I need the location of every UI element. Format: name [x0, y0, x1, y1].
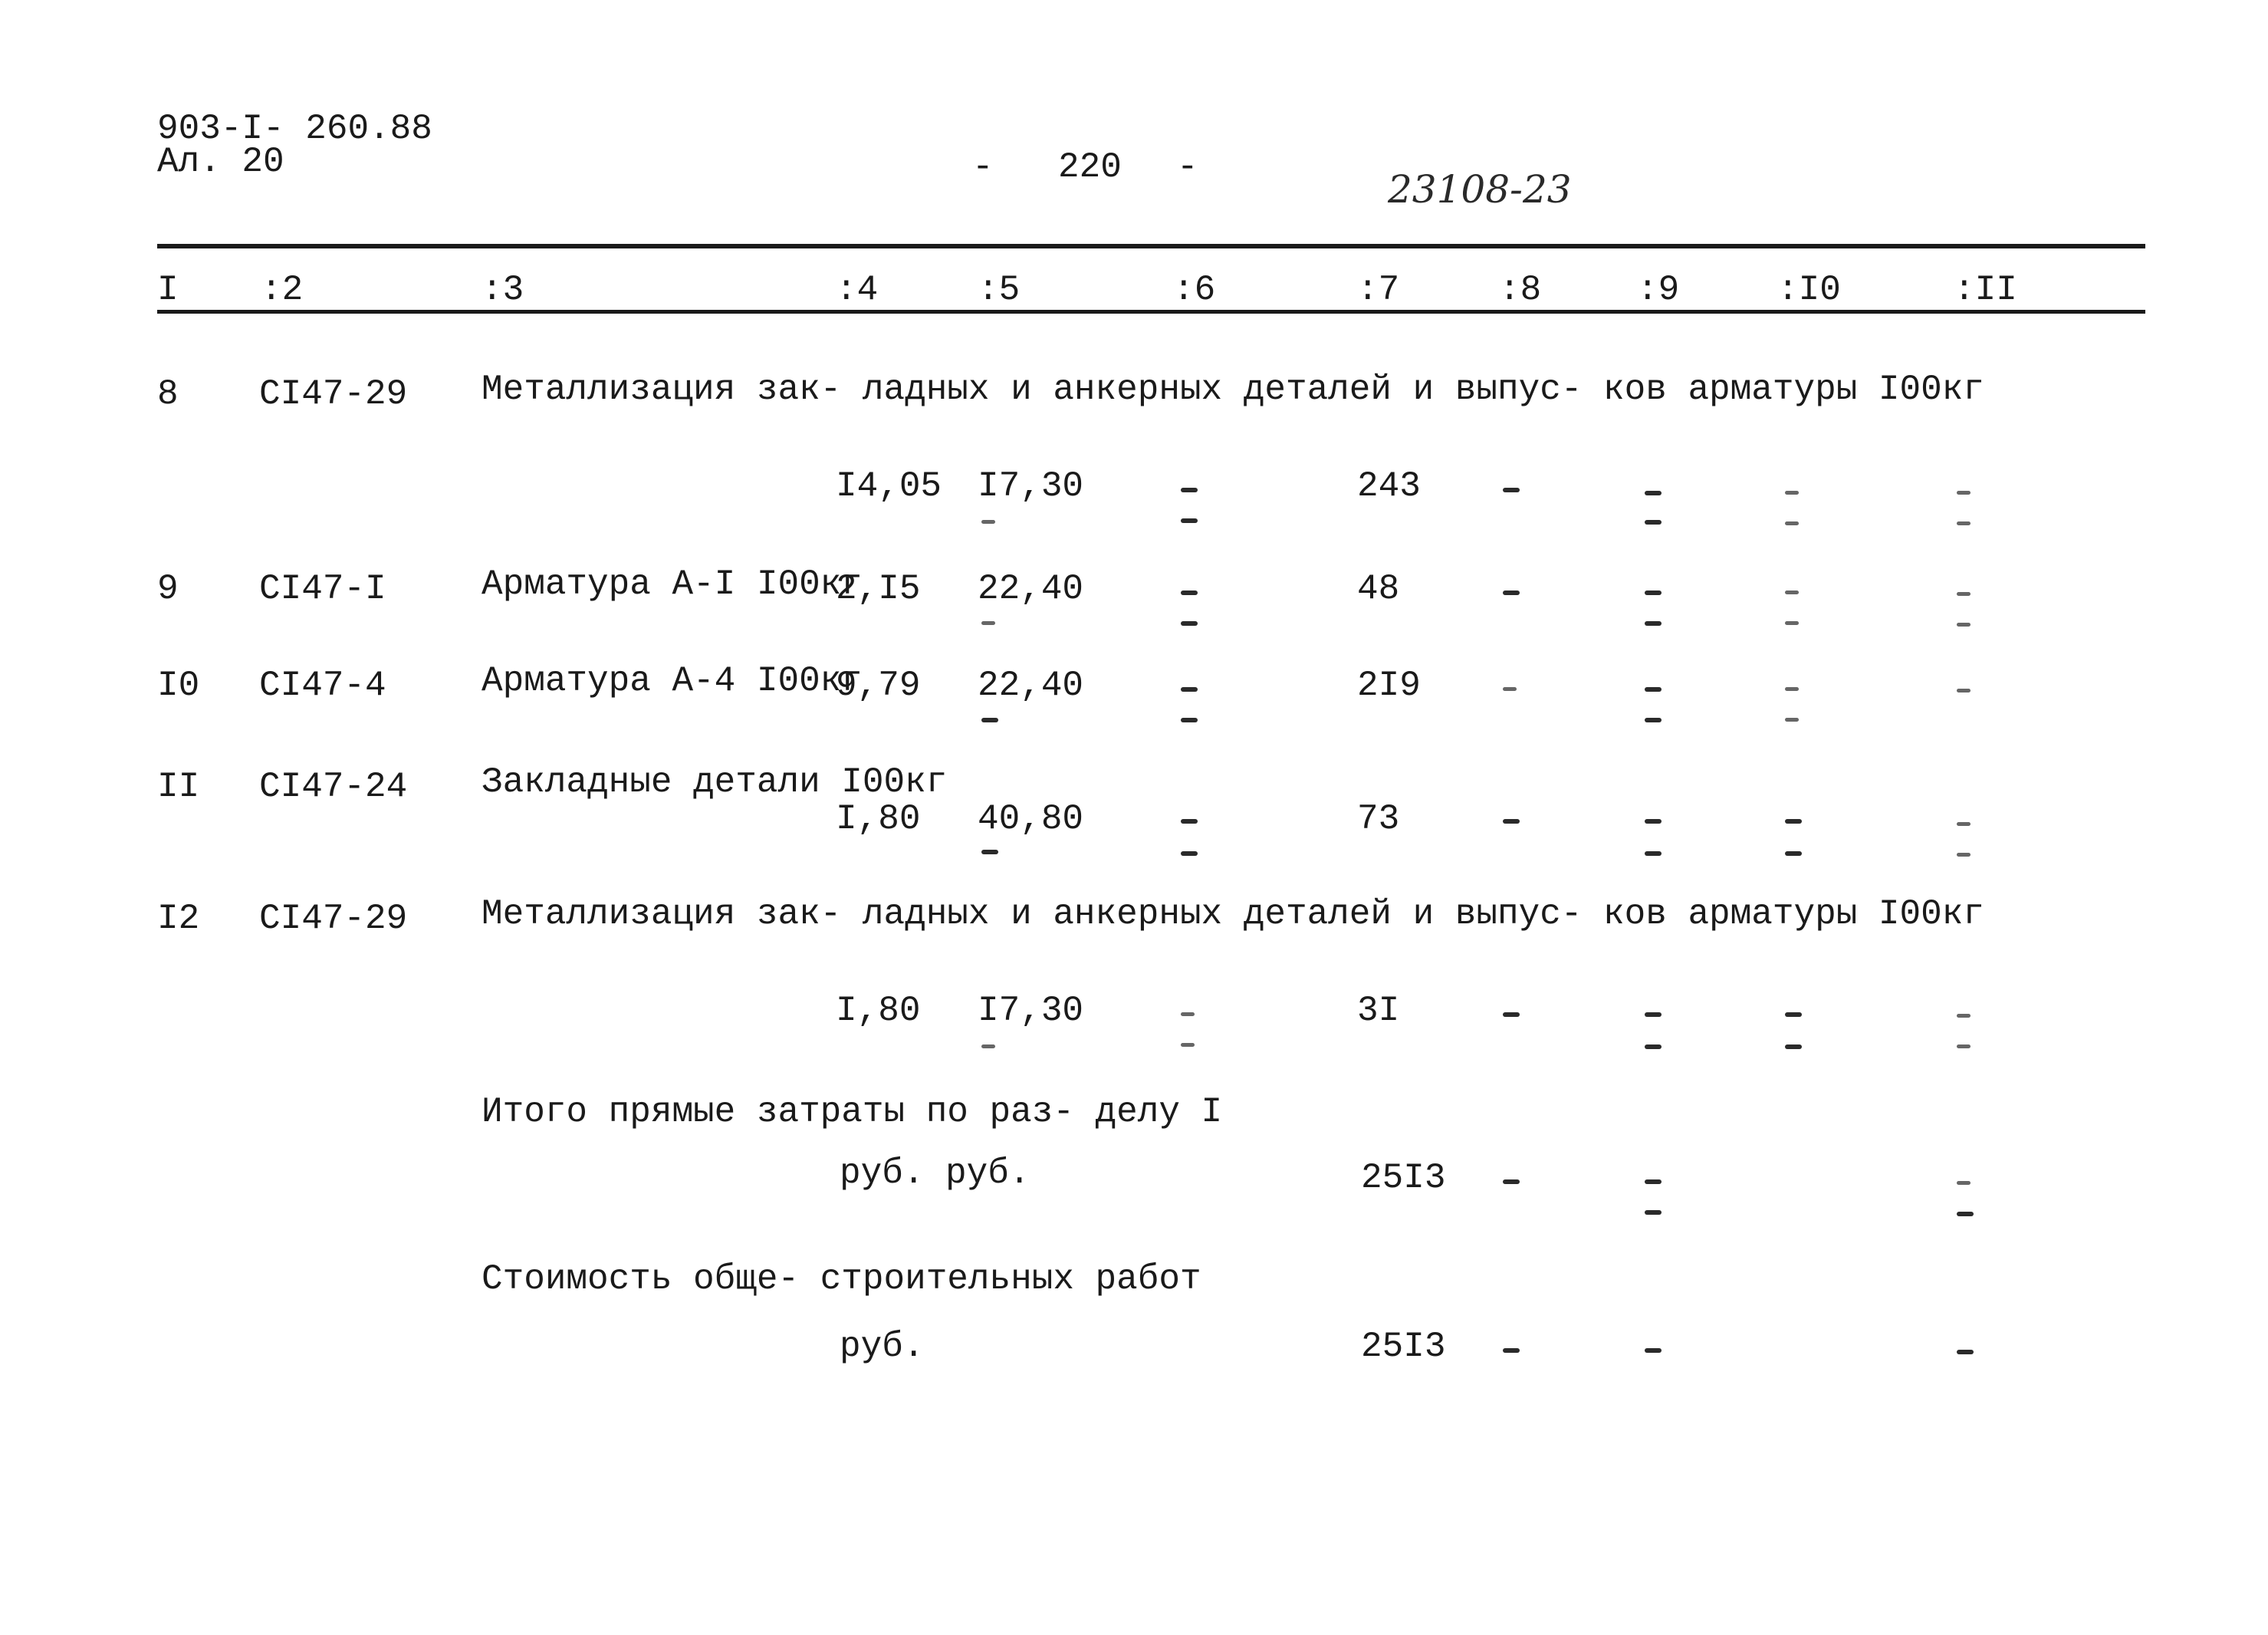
row-price: 22,40	[978, 666, 1084, 706]
row-price: 22,40	[978, 569, 1084, 609]
summary-unit: руб. руб.	[840, 1153, 1030, 1193]
dash-mark	[1503, 1179, 1520, 1184]
page-dash-left: -	[972, 147, 994, 187]
row-description: Металлизация зак- ладных и анкерных деталей и выпус- ков арматуры I00кг	[482, 894, 1984, 934]
dash-mark	[1785, 819, 1802, 824]
dash-mark	[1957, 853, 1971, 857]
row-quantity: I,80	[836, 799, 921, 839]
summary-unit: руб.	[840, 1327, 925, 1367]
dash-mark	[1957, 689, 1971, 692]
dash-mark	[1645, 621, 1662, 626]
top-rule	[157, 244, 2145, 248]
dash-mark	[1957, 1350, 1974, 1354]
row-code: CI47-29	[259, 374, 408, 414]
col-header-2: :2	[261, 270, 304, 310]
dash-mark	[1181, 518, 1198, 523]
dash-mark	[1785, 1012, 1802, 1017]
dash-mark	[1645, 1348, 1662, 1353]
handwritten-reference: 23108-23	[1388, 167, 1572, 212]
dash-mark	[1957, 623, 1971, 627]
dash-mark	[1645, 520, 1662, 525]
row-number: I2	[157, 899, 200, 939]
col-header-3: :3	[482, 270, 524, 310]
page-number: 220	[1058, 147, 1122, 187]
dash-mark	[1957, 1044, 1971, 1048]
row-price: I7,30	[978, 991, 1084, 1031]
row-code: CI47-24	[259, 767, 408, 807]
dash-mark	[1181, 591, 1198, 595]
dash-mark	[1785, 591, 1799, 594]
row-price: I7,30	[978, 466, 1084, 506]
row-number: I0	[157, 666, 200, 706]
dash-mark	[1785, 621, 1799, 625]
col-header-8: :8	[1499, 270, 1542, 310]
dash-mark	[1645, 1179, 1662, 1184]
dash-mark	[1785, 851, 1802, 856]
row-code: CI47-29	[259, 899, 408, 939]
dash-mark	[1785, 718, 1799, 722]
dash-mark	[1181, 851, 1198, 856]
dash-mark	[981, 850, 998, 854]
col-header-10: :I0	[1777, 270, 1841, 310]
row-total: 73	[1357, 799, 1400, 839]
dash-mark	[1181, 1043, 1195, 1047]
row-total: 243	[1357, 466, 1421, 506]
row-total: 3I	[1357, 991, 1400, 1031]
row-description: Металлизация зак- ладных и анкерных деталей и выпус- ков арматуры I00кг	[482, 370, 1984, 410]
dash-mark	[1503, 819, 1520, 824]
dash-mark	[1785, 687, 1799, 691]
row-description: Закладные детали I00кг	[482, 762, 948, 802]
row-price: 40,80	[978, 799, 1084, 839]
dash-mark	[1503, 1012, 1520, 1017]
dash-mark	[1181, 488, 1198, 492]
dash-mark	[1785, 491, 1799, 495]
page-dash-right: -	[1177, 147, 1198, 187]
dash-mark	[1645, 1044, 1662, 1049]
col-header-6: :6	[1173, 270, 1216, 310]
dash-mark	[1645, 851, 1662, 856]
row-description: Арматура А-4 I00кг	[482, 661, 863, 701]
dash-mark	[1785, 1044, 1802, 1049]
dash-mark	[1503, 488, 1520, 492]
dash-mark	[1645, 687, 1662, 692]
row-total: 2I9	[1357, 666, 1421, 706]
dash-mark	[1957, 592, 1971, 596]
dash-mark	[981, 718, 998, 722]
summary-total: 25I3	[1361, 1327, 1446, 1367]
dash-mark	[1503, 591, 1520, 595]
dash-mark	[1503, 687, 1517, 691]
summary-total: 25I3	[1361, 1158, 1446, 1198]
col-header-5: :5	[978, 270, 1021, 310]
dash-mark	[1181, 1012, 1195, 1016]
dash-mark	[1957, 1181, 1971, 1185]
summary-description: Итого прямые затраты по раз- делу I	[482, 1092, 1223, 1132]
dash-mark	[1503, 1348, 1520, 1353]
dash-mark	[1785, 521, 1799, 525]
dash-mark	[1645, 718, 1662, 722]
row-code: CI47-4	[259, 666, 386, 706]
dash-mark	[1181, 718, 1198, 722]
dash-mark	[1957, 1212, 1974, 1216]
dash-mark	[1181, 621, 1198, 626]
dash-mark	[981, 621, 995, 625]
row-number: 8	[157, 374, 179, 414]
dash-mark	[1957, 491, 1971, 495]
col-header-7: :7	[1357, 270, 1400, 310]
dash-mark	[981, 1044, 995, 1048]
row-quantity: I4,05	[836, 466, 942, 506]
col-header-4: :4	[836, 270, 879, 310]
dash-mark	[1181, 819, 1198, 824]
col-header-1: I	[157, 270, 179, 310]
dash-mark	[1645, 1210, 1662, 1215]
dash-mark	[1645, 591, 1662, 595]
dash-mark	[1645, 1012, 1662, 1017]
row-total: 48	[1357, 569, 1400, 609]
row-description: Арматура А-I I00кг	[482, 564, 863, 604]
col-header-9: :9	[1637, 270, 1680, 310]
summary-description: Стоимость обще- строительных работ	[482, 1259, 1201, 1299]
row-code: CI47-I	[259, 569, 386, 609]
header-rule	[157, 310, 2145, 314]
row-quantity: 2,I5	[836, 569, 921, 609]
dash-mark	[1957, 822, 1971, 826]
row-number: 9	[157, 569, 179, 609]
col-header-11: :II	[1954, 270, 2017, 310]
dash-mark	[981, 520, 995, 524]
row-quantity: 9,79	[836, 666, 921, 706]
row-quantity: I,80	[836, 991, 921, 1031]
dash-mark	[1645, 491, 1662, 495]
dash-mark	[1645, 819, 1662, 824]
dash-mark	[1957, 521, 1971, 525]
row-number: II	[157, 767, 200, 807]
dash-mark	[1181, 687, 1198, 692]
sheet-label: Ал. 20	[157, 142, 284, 182]
dash-mark	[1957, 1014, 1971, 1018]
document-code: 903-I- 260.88	[157, 109, 432, 149]
